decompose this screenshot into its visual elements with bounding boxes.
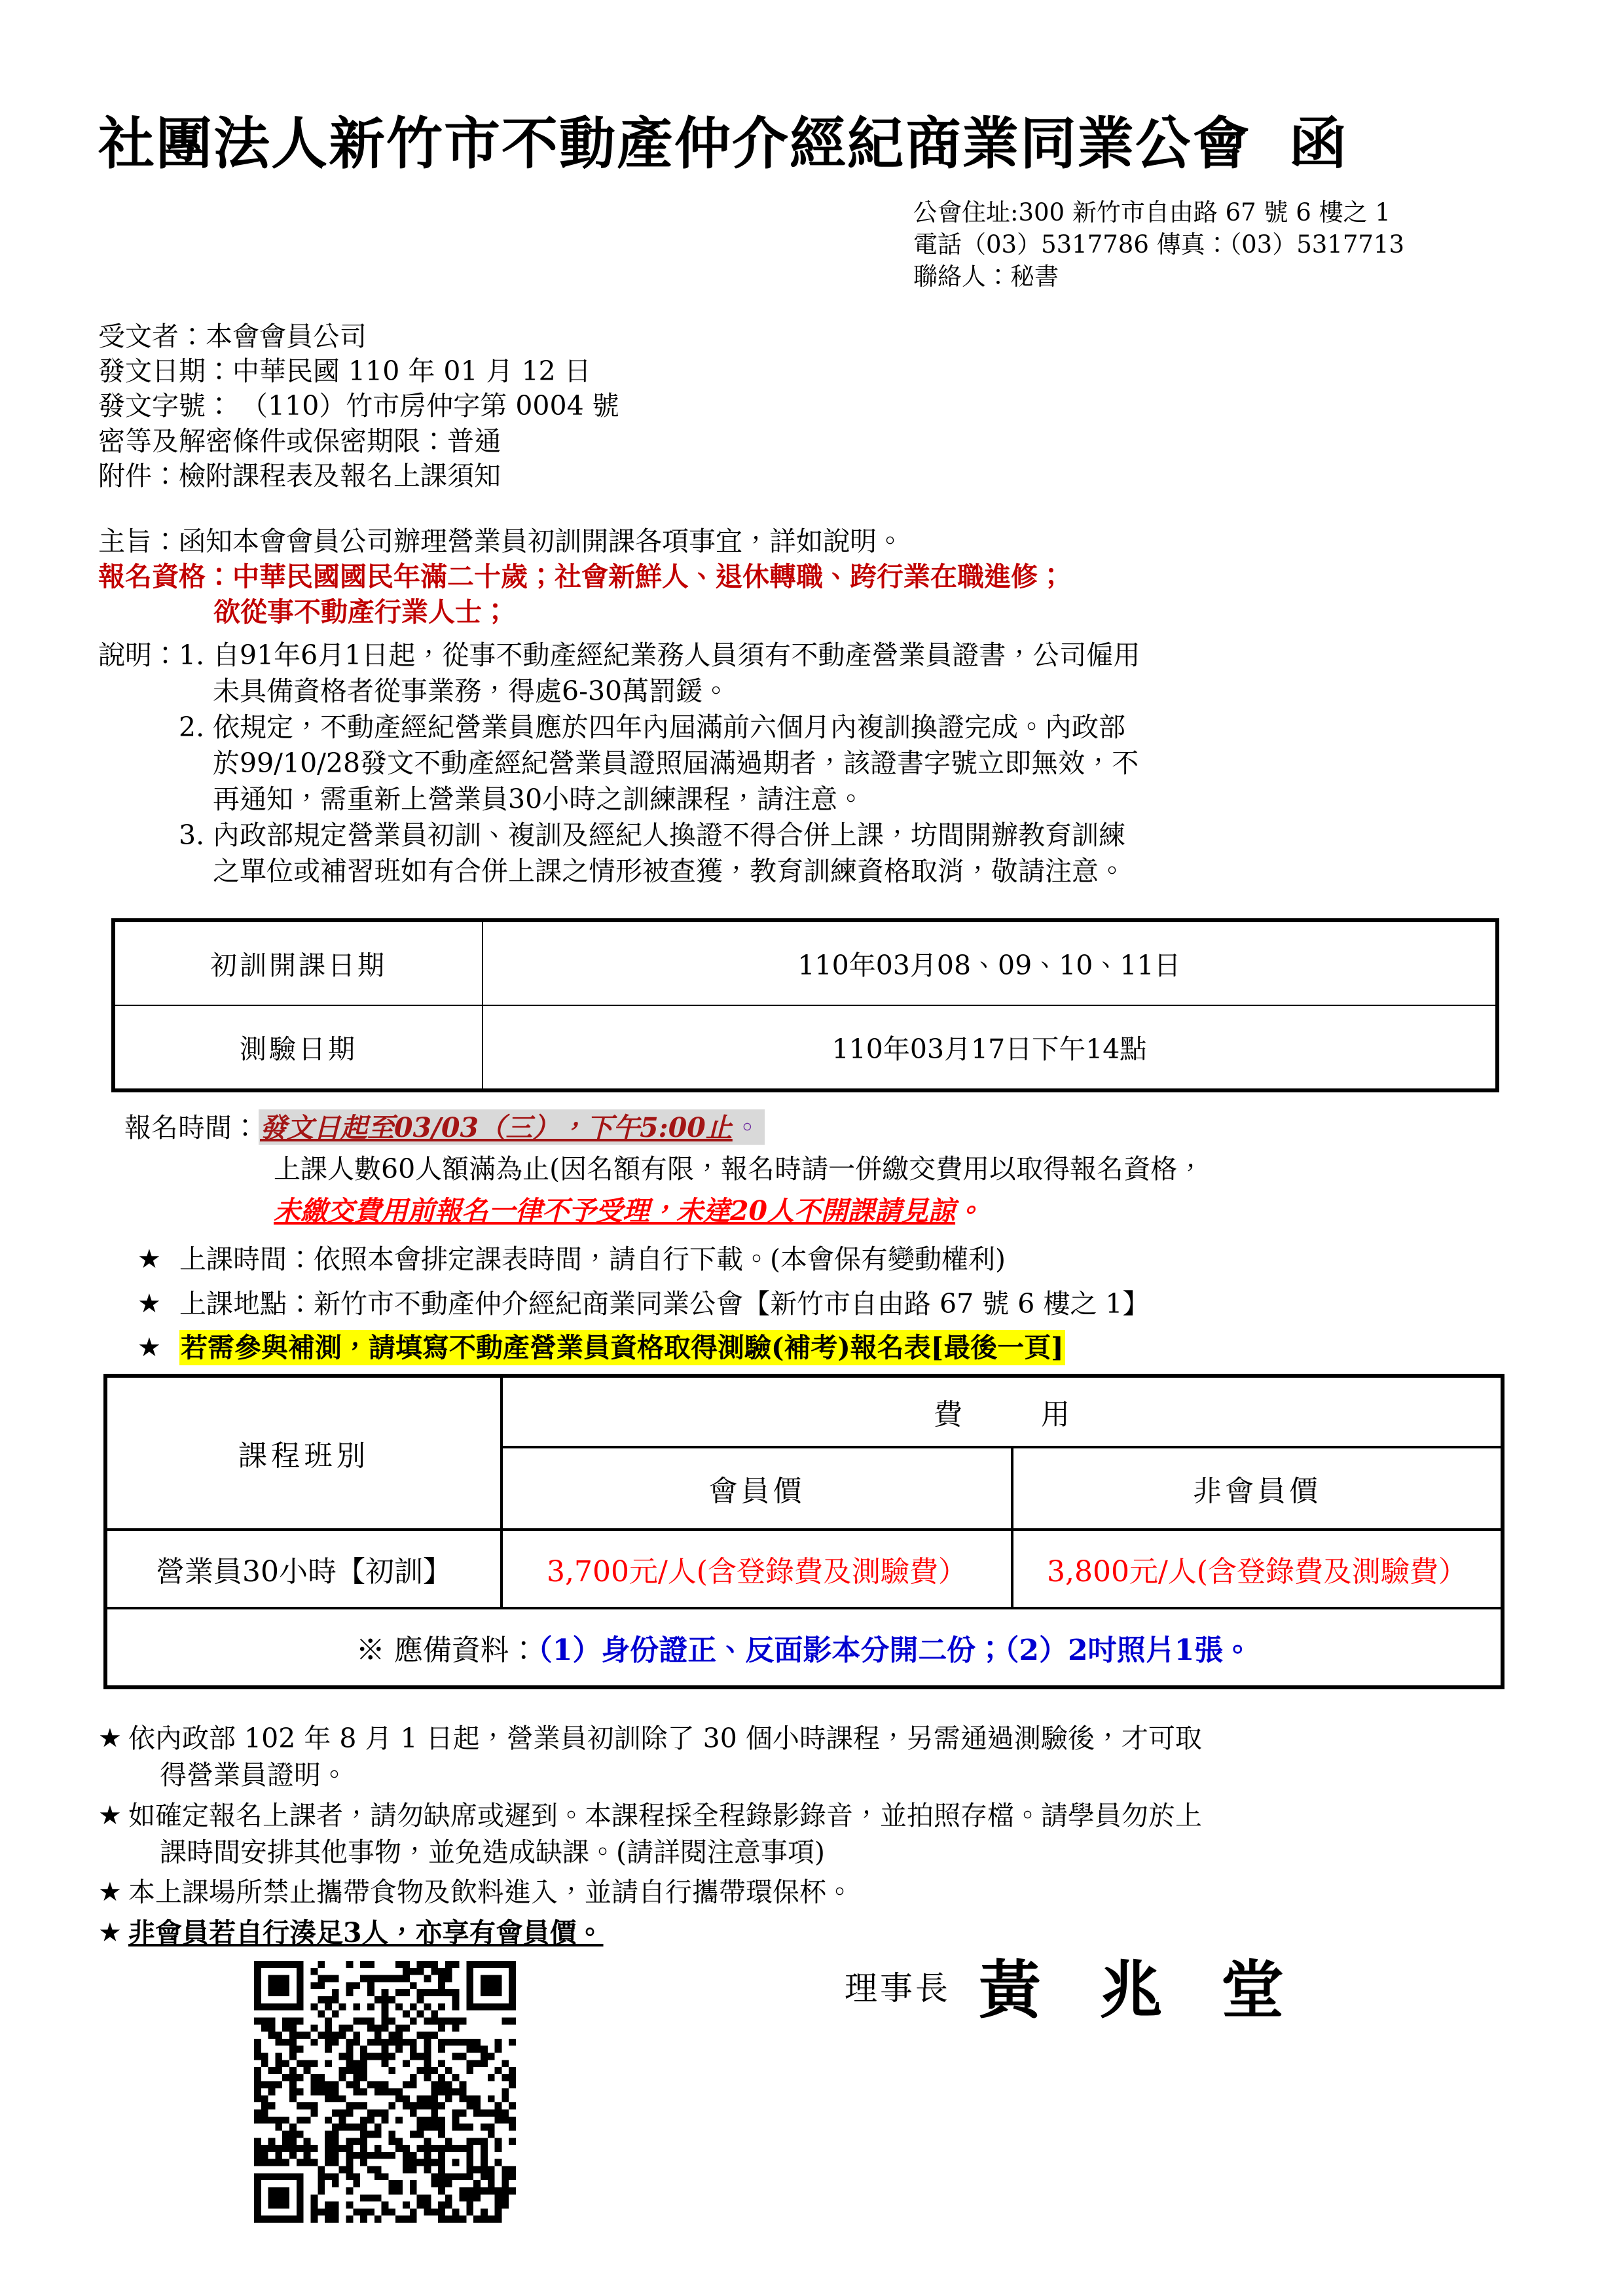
explanation-line: 未具備資格者從事業務，得處6-30萬罰鍰。 (213, 675, 730, 708)
star-icon: ★ (98, 1800, 122, 1831)
explanation-item-text (213, 817, 1539, 889)
bottom-note-line: 依內政部 102 年 8 月 1 日起，營業員初訓除了 30 個小時課程，另需通過測驗後，才可取 (128, 1723, 1202, 1755)
registration-deadline-period: 。 (734, 1109, 765, 1145)
bottom-notes-list (98, 1721, 1539, 1952)
qualification-line-1: 報名資格：中華民國國民年滿二十歲；社會新鮮人、退休轉職、跨行業在職進修； (98, 561, 1065, 593)
explanation-line: 之單位或補習班如有合併上課之情形被查獲，教育訓練資格取消，敬請注意。 (213, 855, 1125, 888)
signature-title: 理事長 (845, 1969, 951, 2007)
subject-line: 主旨：函知本會會員公司辦理營業員初訓開課各項事宜，詳如說明。 (98, 526, 903, 558)
fee-row-course-name: 營業員30小時【初訓】 (105, 1530, 501, 1608)
list-item (98, 1721, 1539, 1794)
doc-type-han: 函 (1290, 111, 1347, 177)
explanation-item (179, 709, 1539, 817)
fee-header-course: 課程班別 (105, 1376, 501, 1530)
registration-quota: 上課人數60人額滿為止(因名額有限，報名時請一併繳交費用以取得報名資格， (274, 1153, 1205, 1185)
required-documents-value: （1）身份證正、反面影本分開二份；（2）2吋照片1張。 (538, 1634, 1252, 1668)
list-item (98, 1329, 1539, 1367)
table-row (113, 1005, 1497, 1090)
qr-code-svg (254, 1961, 516, 2223)
fee-header-nonmember-price: 非會員價 (1012, 1447, 1503, 1530)
explanation-item-number: 3. (179, 819, 205, 852)
fee-row-nonmember-price: 3,800元/人(含登錄費及測驗費） (1012, 1530, 1503, 1608)
explanation-label: 說明： (98, 639, 179, 672)
org-title-text: 社團法人新竹市不動產仲介經紀商業同業公會 (98, 111, 1250, 177)
registration-warning-row (98, 1193, 1539, 1230)
contact-phone-fax: 電話（03）5317786 傳真：（03）5317713 (913, 230, 1404, 259)
table-row (105, 1376, 1503, 1447)
qualification-line-2: 欲從事不動產行業人士； (213, 596, 509, 628)
schedule-value-course-dates: 110年03月08、09、10、11日 (483, 920, 1497, 1005)
document-meta (98, 319, 1539, 493)
explanation-item (179, 637, 1539, 709)
star-icon: ★ (137, 1333, 161, 1363)
bottom-note-group-discount (128, 1915, 1539, 1952)
document-body (98, 0, 1539, 1956)
list-item (98, 1798, 1539, 1871)
bottom-note-line: 非會員若自行湊足3人，亦享有會員價。 (128, 1917, 604, 1949)
table-row (105, 1608, 1503, 1687)
bottom-note-no-food (128, 1874, 1539, 1911)
explanation-line: 於99/10/28發文不動產經紀營業員證照屆滿過期者，該證書字號立即無效，不 (213, 747, 1139, 780)
organization-title (98, 98, 1539, 179)
explanation-item-number: 1. (179, 639, 205, 672)
signature-name: 黃 兆 堂 (978, 1953, 1302, 2027)
list-item (98, 1240, 1539, 1279)
meta-issue-date: 發文日期：中華民國 110 年 01 月 12 日 (98, 355, 591, 387)
meta-recipient: 受文者：本會會員公司 (98, 320, 367, 352)
list-item (98, 1874, 1539, 1911)
explanation-items (179, 637, 1539, 889)
bottom-note-attendance (128, 1798, 1539, 1871)
fee-table (103, 1374, 1504, 1689)
subject-block (98, 524, 1539, 630)
fee-row-member-price: 3,700元/人(含登錄費及測驗費） (501, 1530, 1012, 1608)
signature-area (845, 1941, 1302, 2030)
registration-deadline: 發文日起至03/03（三），下午5:00止 (259, 1109, 734, 1145)
bottom-note-line: 如確定報名上課者，請勿缺席或遲到。本課程採全程錄影錄音，並拍照存檔。請學員勿於上 (128, 1799, 1202, 1831)
list-item (98, 1915, 1539, 1952)
registration-block (98, 1109, 1539, 1230)
schedule-value-exam-date: 110年03月17日下午14點 (483, 1005, 1497, 1090)
registration-warning: 未繳交費用前報名一律不予受理，未達20人不開課請見諒 (274, 1194, 956, 1227)
meta-classification: 密等及解密條件或保密期限：普通 (98, 425, 501, 457)
mid-note-class-location: 上課地點：新竹市不動產仲介經紀商業同業公會【新竹市自由路 67 號 6 樓之 1】 (179, 1287, 1150, 1319)
star-icon: ★ (137, 1288, 161, 1319)
bottom-note-line: 得營業員證明。 (160, 1759, 348, 1791)
explanation-line: 再通知，需重新上營業員30小時之訓練課程，請注意。 (213, 783, 865, 816)
star-icon: ★ (137, 1244, 161, 1275)
contact-person: 聯絡人：秘書 (913, 262, 1059, 291)
makeup-exam-highlight: 若需參與補測，請填寫不動產營業員資格取得測驗(補考)報名表[最後一頁] (179, 1330, 1065, 1365)
fee-header-member-price: 會員價 (501, 1447, 1012, 1530)
meta-doc-number: 發文字號： （110）竹市房仲字第 0004 號 (98, 390, 619, 422)
contact-address: 公會住址:300 新竹市自由路 67 號 6 樓之 1 (913, 198, 1391, 226)
qr-code (254, 1961, 516, 2223)
list-item (98, 1285, 1539, 1323)
registration-label: 報名時間： (124, 1111, 259, 1143)
mid-note-makeup-exam (179, 1329, 1539, 1367)
bottom-note-certification (128, 1721, 1539, 1794)
explanation-line: 自91年6月1日起，從事不動產經紀業務人員須有不動產營業員證書，公司僱用 (213, 639, 1140, 672)
bottom-note-line: 本上課場所禁止攜帶食物及飲料進入，並請自行攜帶環保杯。 (128, 1876, 853, 1909)
explanation-block (98, 637, 1539, 889)
explanation-item-number: 2. (179, 711, 205, 744)
explanation-item (179, 817, 1539, 889)
star-icon: ★ (98, 1723, 122, 1754)
explanation-line: 依規定，不動產經紀營業員應於四年內屆滿前六個月內複訓換證完成。內政部 (213, 711, 1125, 744)
mid-note-class-time: 上課時間：依照本會排定課表時間，請自行下載。(本會保有變動權利) (179, 1244, 1006, 1276)
explanation-line: 內政部規定營業員初訓、複訓及經紀人換證不得合併上課，坊間開辦教育訓練 (213, 819, 1125, 852)
star-icon: ★ (98, 1877, 122, 1908)
explanation-item-text (213, 709, 1539, 817)
mid-notes-list (98, 1240, 1539, 1367)
table-row (105, 1530, 1503, 1608)
table-row (113, 920, 1497, 1005)
bottom-note-line: 課時間安排其他事物，並免造成缺課。(請詳閱注意事項) (160, 1836, 825, 1868)
schedule-label-course-dates: 初訓開課日期 (113, 920, 483, 1005)
required-documents-row (105, 1608, 1503, 1687)
registration-deadline-row (98, 1109, 1539, 1147)
contact-block (98, 196, 1539, 293)
explanation-item-text (213, 637, 1539, 709)
meta-attachment: 附件：檢附課程表及報名上課須知 (98, 459, 501, 492)
registration-warning-period: 。 (955, 1194, 983, 1227)
star-icon: ★ (98, 1918, 122, 1948)
required-documents-label: ※ 應備資料： (356, 1634, 538, 1668)
fee-header-fee: 費用 (501, 1376, 1503, 1447)
schedule-label-exam-date: 測驗日期 (113, 1005, 483, 1090)
schedule-table (111, 918, 1499, 1092)
